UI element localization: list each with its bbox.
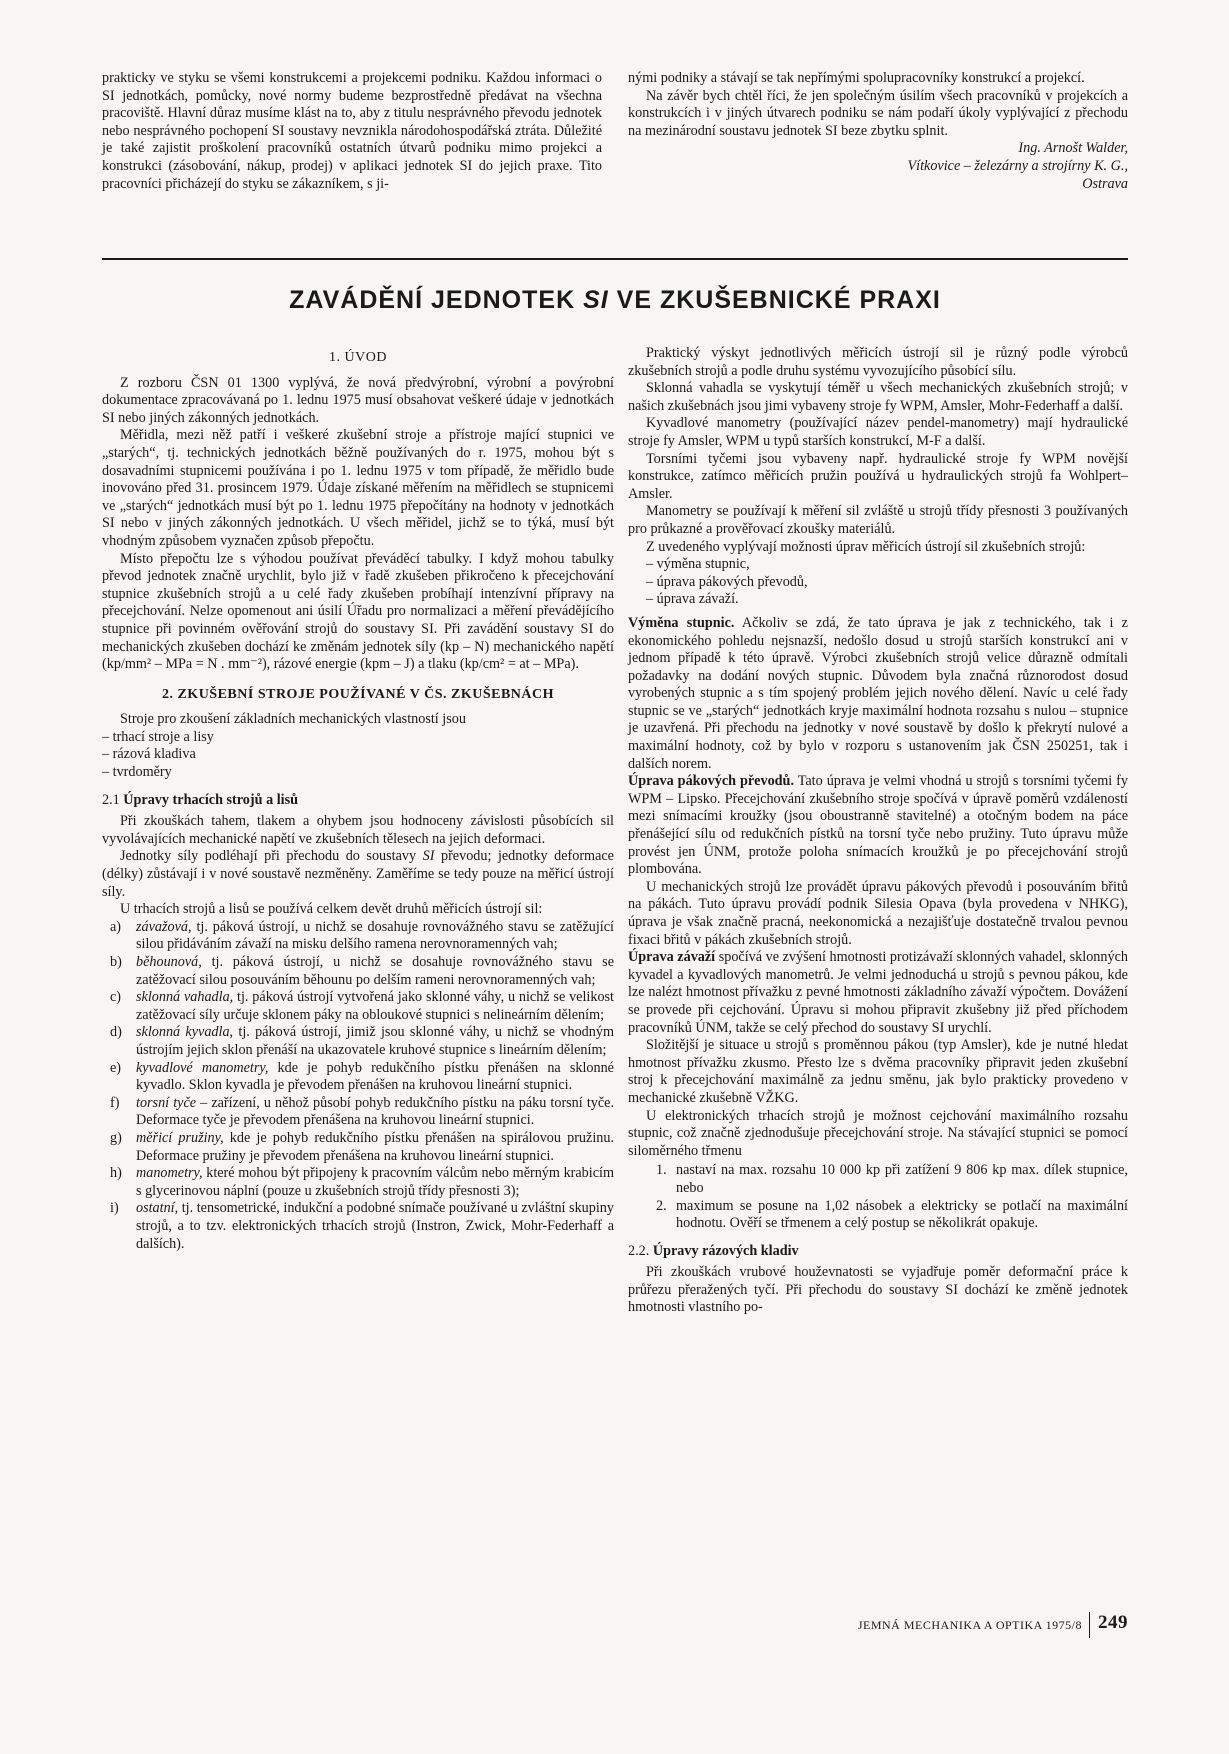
- subsection-number: 2.1: [102, 791, 120, 808]
- paragraph: [628, 615, 1128, 773]
- list-item: – výměna stupnic,: [628, 556, 1128, 574]
- list-item: [102, 1060, 614, 1095]
- top-right-column: [628, 70, 1128, 193]
- left-column: [102, 345, 614, 1253]
- list-item: [102, 954, 614, 989]
- item-term: sklonná kyvadla,: [136, 1024, 234, 1041]
- text-run: SI: [422, 848, 435, 865]
- list-item: – úprava závaží.: [628, 591, 1128, 609]
- list-item: – tvrdoměry: [102, 764, 614, 782]
- paragraph: Stroje pro zkoušení základních mechanických vlastností jsou: [120, 711, 466, 728]
- procedure-list: [628, 1162, 1128, 1232]
- text-run: Jednotky síly podléhají při přechodu do soustavy: [120, 848, 423, 865]
- item-text: maximum se posune na 1,02 násobek a elektricky se potlačí na maximální hodnotu. Ověří se třmenem a celý postup se několikrát opakuje.: [676, 1197, 1128, 1232]
- paragraph: Složitější je situace u strojů s proměnnou pákou (typ Amsler), kde je nutné hledat hmotnost přívažku zkusmo. Přesto lze s dvěma pracovníky připravit jeden zkušební stroj k přecejchování maximálně za jednu směnu, jak bylo prakticky provedeno v mechanické zkušebně VŽKG.: [628, 1037, 1128, 1106]
- paragraph: [628, 773, 1128, 879]
- list-item: [628, 1198, 1128, 1233]
- text-run: Tato úprava je velmi vhodná u strojů s torsními tyčemi fy WPM – Lipsko. Přecejchování zkušebního stroje spočívá v úpravě poměrů vzdáleností mezi snímacími kroužky (jsou oboustranně stavitelné) a otočným bodem na páce přenášející sílu od redukčních pístků na torsní tyče nebo pružiny. Tuto úpravu může provést jen ÚNM, protože poloha snímacích kroužků je po přecejchování strojů plombována.: [628, 773, 1128, 878]
- item-text: nastaví na max. rozsahu 10 000 kp při zatížení 9 806 kp max. dílek stupnice, nebo: [676, 1162, 1128, 1196]
- paragraph: U mechanických strojů lze provádět úpravu pákových převodů i posouváním břitů na pákách. Tuto úpravu provádí podnik Silesia Opava (byla provedena v NHKG), úprava je však značně pracná, neekonomická a nezajišťuje dostatečně trvalou pevnou fixaci břitů v pákách zkušebních strojů.: [628, 878, 1128, 948]
- right-column: [628, 345, 1128, 1317]
- run-in-heading: Úprava pákových převodů.: [628, 773, 794, 790]
- text-run: převodu; jednotky deformace (délky) zůstávají i v nové soustavě nezměněny. Zaměříme se tedy pouze na měřicí ústrojí síly.: [102, 848, 614, 900]
- item-label: h): [110, 1165, 122, 1182]
- item-text: které mohou být připojeny k pracovním válcům nebo měrným krabicím s glycerinovou náplní (pouze u zkušebních strojů třídy přesnosti 3);: [136, 1165, 614, 1199]
- paragraph: Manometry se používají k měření sil zvláště u strojů třídy přesnosti 3 používaných pro průkazné a prověřovací zkoušky materiálů.: [628, 503, 1128, 537]
- paragraph: Torsními tyčemi jsou vybaveny např. hydraulické stroje fy WPM novější konstrukce, zatímco měřicích pružin používá u hydraulických strojů fa Wohlpert–Amsler.: [628, 450, 1128, 502]
- item-text: kde je pohyb redukčního pístku přenášen na sklonné kyvadlo. Sklon kyvadla je převodem přenášen na kruhovou lineární stupnici.: [136, 1059, 614, 1094]
- top-left-column: [102, 70, 602, 193]
- item-text: tj. páková ústrojí, u nichž se dosahuje rovnovážného stavu se zatěžovací silou posouváním běhounu po delším rameni nerovnoramenných vah;: [136, 954, 614, 988]
- item-label: f): [110, 1094, 120, 1111]
- subsection-heading: [102, 792, 614, 810]
- item-label: g): [110, 1129, 122, 1146]
- list-item: – trhací stroje a lisy: [102, 729, 614, 747]
- list-item: – rázová kladiva: [102, 746, 614, 764]
- paragraph: Z uvedeného vyplývají možnosti úprav měřicích ústrojí sil zkušebních strojů:: [646, 538, 1086, 555]
- paragraph: U trhacích strojů a lisů se používá celkem devět druhů měřicích ústrojí sil:: [120, 901, 543, 918]
- list-item: [102, 989, 614, 1024]
- text-run: spočívá ve zvýšení hmotnosti protizávaží sklonných vahadel, sklonných kyvadel a kyvadlových manometrů. Je velmi jednoduchá u strojů s pevnou pákou, kde lze nalézt hmotnost přívažku z pevné hmotnosti základního závaží výpočtem. Dovážení se provede při cejchování. Úpravu si mohou připravit zkušebny již před příchodem pracovníků ÚNM, takže se celý přechod do soustavy SI urychlí.: [628, 949, 1128, 1036]
- list-item: – úprava pákových převodů,: [628, 574, 1128, 592]
- item-term: měřicí pružiny,: [136, 1129, 224, 1146]
- item-text: tj. páková ústrojí, jimiž jsou sklonné váhy, u nichž se vhodným ústrojím jejich sklon přenáší na ukazovatele kruhové stupnice s lineárním dělením;: [136, 1024, 615, 1058]
- paragraph: [628, 949, 1128, 1037]
- item-label: 1.: [656, 1162, 667, 1179]
- item-label: c): [110, 989, 122, 1006]
- paragraph: Na závěr bych chtěl říci, že jen společným úsilím všech pracovníků v projekcích a konstrukcích i v jiných útvarech podniku se nám podaří úkoly vyplývající z přechodu na mezinárodní soustavu jednotek SI beze zbytku splnit.: [628, 87, 1128, 139]
- footer-divider: [1089, 1612, 1090, 1638]
- run-in-heading: Výměna stupnic.: [628, 614, 735, 631]
- item-text: kde je pohyb redukčního pístku přenášen na spirálovou pružinu. Deformace pružiny je převodem přenášena na kruhovou lineární stupnici.: [136, 1129, 614, 1164]
- author-city: Ostrava: [1082, 175, 1128, 192]
- list-item: [628, 1162, 1128, 1197]
- item-text: tj. páková ústrojí, u nichž se dosahuje rovnovážného stavu se zatěžující silou přidáváním závaží na misku delšího ramena nerovnoramenných vah;: [136, 918, 614, 953]
- adjustment-list: [628, 556, 1128, 609]
- paragraph: nými podniky a stávají se tak nepřímými spolupracovníky konstrukcí a projekcí.: [628, 70, 1085, 86]
- item-term: torsní tyče: [136, 1094, 197, 1111]
- title-part: ZAVÁDĚNÍ JEDNOTEK: [289, 286, 584, 314]
- item-label: e): [110, 1059, 122, 1076]
- paragraph: Kyvadlové manometry (používající název pendel-manometry) mají hydraulické stroje fy Amsler, WPM u typů starších konstrukcí, M-F a další.: [628, 415, 1128, 449]
- item-term: sklonná vahadla,: [136, 989, 234, 1006]
- item-term: kyvadlové manometry,: [136, 1059, 269, 1076]
- paragraph: Praktický výskyt jednotlivých měřicích ústrojí sil je různý podle výrobců zkušebních strojů a podle druhu systému vyvozujícího působící sílu.: [628, 345, 1128, 379]
- item-label: a): [110, 918, 122, 935]
- paragraph: Při zkouškách tahem, tlakem a ohybem jsou hodnoceny závislosti působících sil vyvolávajících mechanické napětí ve zkušebních tělesech na jejich deformaci.: [102, 813, 614, 847]
- paragraph: Sklonná vahadla se vyskytují téměř u všech mechanických zkušebních strojů; v našich zkušebnách jsou jimi vybaveny stroje fy WPM, Amsler, Mohr-Federhaff a další.: [628, 380, 1128, 414]
- list-item: [102, 919, 614, 954]
- title-part: VE ZKUŠEBNICKÉ PRAXI: [608, 286, 941, 314]
- paragraph: Místo přepočtu lze s výhodou používat převáděcí tabulky. I když mohou tabulky převod jednotek značně urychlit, bylo již v řadě zkušeben přikročeno k přecejchování stupnice zkušebních strojů a u celé řady zkušeben probíhají intenzívní přípravy na přecejchování. Nelze opomenout ani úsilí Úřadu pro normalizaci a měření převádějícího stupnice při povinném ověřování strojů do soustavy SI. Při zavádění soustavy SI do mechanických zkušeben dochází ke změnám jednotek síly (kp – N) mechanického napětí (kp/mm² – MPa = N . mm⁻²), rázové energie (kpm – J) a tlaku (kp/cm² = at – MPa).: [102, 550, 614, 673]
- journal-name: JEMNÁ MECHANIKA A OPTIKA 1975/8: [857, 1618, 1082, 1632]
- list-item: [102, 1024, 614, 1059]
- author-affiliation: Vítkovice – železárny a strojírny K. G.,: [907, 157, 1128, 174]
- item-text: tj. tensometrické, indukční a podobné snímače používané u zvláštní skupiny strojů, a to tzv. elektronických trhacích strojů (Instron, Zwick, Mohr-Federhaff a dalších).: [136, 1200, 614, 1252]
- list-item: [102, 1165, 614, 1200]
- paragraph: prakticky ve styku se všemi konstrukcemi a projekcemi podniku. Každou informaci o SI jednotkách, pomůcky, nové normy budeme bezprostředně předávat na všechna pracoviště. Hlavní důraz musíme klást na to, aby z titulu nesprávného převodu jednotek nebo nesprávného pochopení SI soustavy nevznikla národohospodářská ztráta. Důležité je také zajistit proškolení pracovníků ostatních útvarů podniku mimo projekci a konstrukci (zásobování, nákup, prodej) v aplikaci jednotek SI do jejich praxe. Tito pracovníci přicházejí do styku se zákazníkem, s ji-: [102, 70, 602, 192]
- item-text: – zařízení, u něhož působí pohyb redukčního pístku na páku torsní tyče. Deformace tyče je převodem přenášena na kruhovou lineární stupnici.: [136, 1094, 614, 1129]
- item-label: i): [110, 1200, 119, 1217]
- item-term: ostatní,: [136, 1200, 179, 1217]
- run-in-heading: Úprava závaží: [628, 949, 716, 966]
- author-signature: Ing. Arnošt Walder,: [1018, 140, 1128, 157]
- measuring-device-list: [102, 919, 614, 1253]
- page-number: 249: [1098, 1612, 1128, 1633]
- article-title: [102, 286, 1128, 315]
- subsection-title: Úpravy rázových kladiv: [652, 1242, 799, 1259]
- list-item: [102, 1130, 614, 1165]
- paragraph: Měřidla, mezi něž patří i veškeré zkušební stroje a přístroje mající stupnici ve „starých“, tj. technických jednotkách běžně používaných do r. 1975, mohou být s dosavadními stupnicemi používána i po 1. lednu 1975 v tom případě, že měřidlo bude inovováno před 31. prosincem 1979. Údaje získané měřením na měřidlech se stupnicemi ve „starých“ jednotkách musí být po 1. lednu 1975 přepočítány na hodnoty v jednotkách SI nebo v jiných zákonných jednotkách. U všech měřidel, jichž se to týká, musí být vhodným způsobem vyznačen způsob přepočtu.: [102, 427, 614, 549]
- text-run: Ačkoliv se zdá, že tato úprava je jak z technického, tak i z ekonomického pohledu nejsnazší, nedošlo dosud u strojů starších konstrukcí ani v jednom případě k této úpravě. Výrobci zkušebních strojů velice důrazně odmítali požadavky na dodání nových stupnic. Důvodem byla značná různorodost dosud vyrobených stupnic a s tím spojený problém jejich nového dělení. Navíc u celé řady stupnic se ve „starých“ jednotkách kryje maximální hodnota rozsahu s nulou – stupnice je uzavřená. Při přechodu na jednotky v nové soustavě by došlo k překrytí nulové a maximální hodnoty, což by bylo v rozporu s ustanovením jak ČSN 250251, tak i dalších norem.: [628, 614, 1128, 772]
- list-item: [102, 1095, 614, 1130]
- item-label: b): [110, 954, 122, 970]
- machine-list: [102, 729, 614, 782]
- item-term: závažová,: [136, 918, 192, 935]
- list-item: [102, 1200, 614, 1253]
- item-label: 2.: [656, 1197, 667, 1214]
- subsection-number: 2.2.: [628, 1242, 650, 1259]
- subsection-heading: [628, 1243, 1128, 1261]
- title-part: SI: [583, 286, 609, 314]
- item-label: d): [110, 1024, 122, 1041]
- item-term: manometry,: [136, 1165, 203, 1182]
- item-text: tj. páková ústrojí vytvořená jako sklonné váhy, u nichž se velikost zatěžovací síly určuje sklonem páky na obloukové stupnici s nelineárním dělením;: [136, 989, 614, 1023]
- section-heading: 1. ÚVOD: [329, 350, 387, 365]
- paragraph: Při zkouškách vrubové houževnatosti se vyjadřuje poměr deformační práce k průřezu přeražených tyčí. Při přechodu do soustavy SI dochází ke změně jednotek hmotnosti vlastního po-: [628, 1264, 1128, 1316]
- paragraph: U elektronických trhacích strojů je možnost cejchování maximálního rozsahu stupnic, což značně zjednodušuje přecejchování stroje. Na stávající stupnici se pomocí siloměrného třmenu: [628, 1107, 1128, 1159]
- paragraph: Z rozboru ČSN 01 1300 vyplývá, že nová předvýrobní, výrobní a povýrobní dokumentace zpracovávaná po 1. lednu 1975 musí obsahovat veškeré údaje v jednotkách SI nebo jiných zákonných jednotkách.: [102, 374, 614, 426]
- section-heading: 2. ZKUŠEBNÍ STROJE POUŽÍVANÉ V ČS. ZKUŠEBNÁCH: [161, 686, 555, 702]
- page-footer: [812, 1612, 1128, 1638]
- section-divider: [102, 258, 1128, 260]
- item-term: běhounová,: [136, 954, 202, 970]
- paragraph: [102, 848, 614, 901]
- subsection-title: Úpravy trhacích strojů a lisů: [123, 791, 298, 808]
